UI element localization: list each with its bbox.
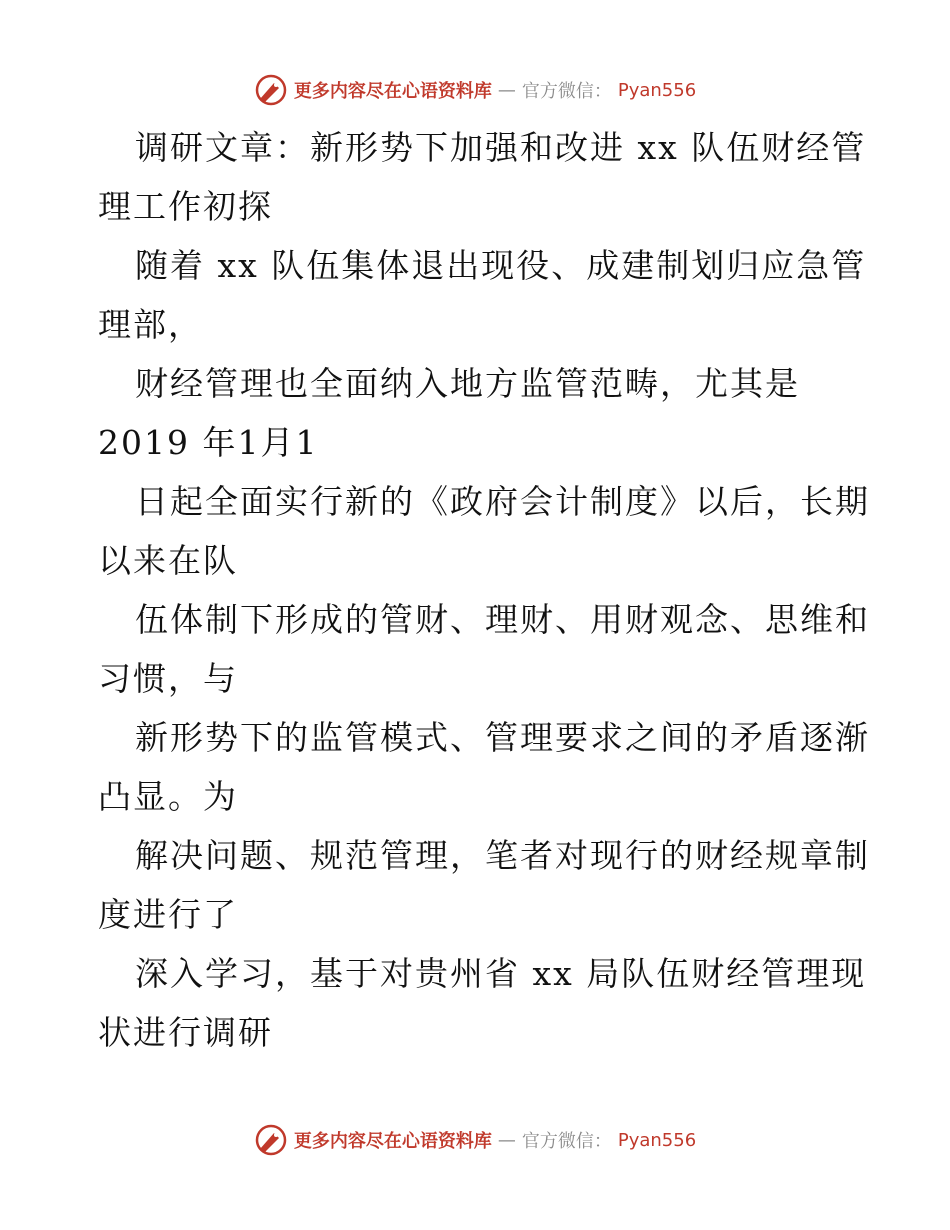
paragraph [98, 590, 870, 708]
paragraph-line: 深入学习，基于对贵州省 xx 局队伍财经管理现 [135, 954, 867, 993]
paragraph-line: 新形势下的监管模式、管理要求之间的矛盾逐渐 [135, 718, 870, 757]
document-body [98, 118, 870, 1062]
paragraph [98, 708, 870, 826]
paragraph-line: 状进行调研 [98, 1013, 273, 1052]
paragraph-line: 2019 年1月1 [98, 423, 319, 462]
paragraph [98, 472, 870, 590]
header-watermark [0, 70, 950, 110]
watermark-label: 官方微信： [521, 81, 612, 102]
paragraph-line: 日起全面实行新的《政府会计制度》以后，长期 [135, 482, 870, 521]
paragraph-line: 度进行了 [98, 895, 238, 934]
paragraph-line: 理工作初探 [98, 187, 273, 226]
watermark-label: 官方微信： [521, 1131, 612, 1152]
footer-watermark [0, 1120, 950, 1160]
paragraph-line: 理部， [98, 305, 203, 344]
paragraph-title [98, 118, 867, 236]
watermark-separator: — [497, 1129, 516, 1151]
pen-nib-logo-icon [254, 73, 288, 107]
watermark-separator: — [497, 79, 516, 101]
paragraph-line: 伍体制下形成的管财、理财、用财观念、思维和 [135, 600, 870, 639]
paragraph-line: 调研文章：新形势下加强和改进 xx 队伍财经管 [135, 128, 867, 167]
paragraph [98, 826, 870, 944]
paragraph [98, 236, 867, 354]
watermark-site-text: 更多内容尽在心语资料库 [293, 81, 492, 102]
watermark-wechat-id: Pyan556 [617, 79, 697, 101]
pen-nib-logo-icon [254, 1123, 288, 1157]
paragraph-line: 习惯，与 [98, 659, 238, 698]
paragraph-line: 财经管理也全面纳入地方监管范畴，尤其是 [135, 364, 800, 403]
watermark-wechat-id: Pyan556 [617, 1129, 697, 1151]
paragraph [98, 354, 858, 472]
paragraph-line: 凸显。为 [98, 777, 238, 816]
paragraph-line: 解决问题、规范管理，笔者对现行的财经规章制 [135, 836, 870, 875]
paragraph-line: 以来在队 [98, 541, 238, 580]
watermark-site-text: 更多内容尽在心语资料库 [293, 1131, 492, 1152]
paragraph [98, 944, 867, 1062]
paragraph-line: 随着 xx 队伍集体退出现役、成建制划归应急管 [135, 246, 867, 285]
